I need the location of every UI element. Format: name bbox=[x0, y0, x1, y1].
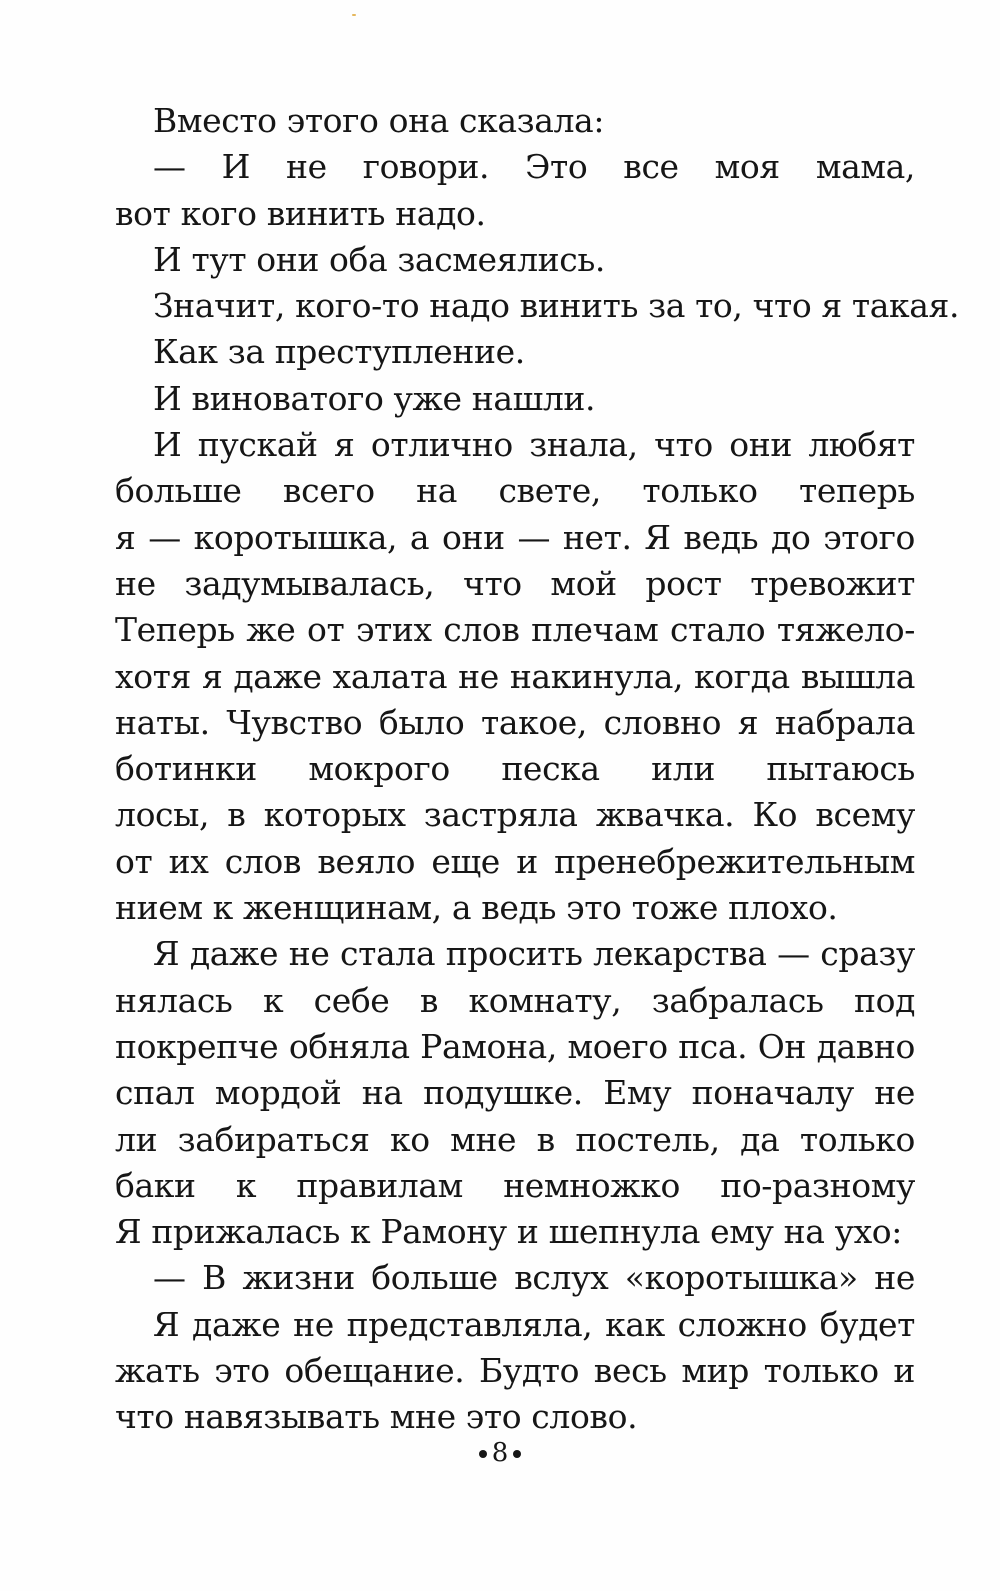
text-line: Вместо этого она сказала: bbox=[153, 101, 605, 140]
text-line: покрепче обняла Рамона, моего пса. Он давно bbox=[115, 1026, 915, 1066]
page-number-footer bbox=[0, 1438, 1000, 1468]
text-line: нялась к себе в комнату, забралась под bbox=[115, 980, 915, 1020]
text-line: я — коротышка, а они — нет. Я ведь до этого bbox=[115, 517, 915, 557]
text-line: — В жизни больше вслух «коротышка» не bbox=[153, 1258, 915, 1298]
paper-speck bbox=[352, 14, 356, 16]
text-line: спал мордой на подушке. Ему поначалу не bbox=[115, 1073, 915, 1113]
text-line: И тут они оба засмеялись. bbox=[153, 239, 606, 279]
text-line: нием к женщинам, а ведь это тоже плохо. bbox=[115, 888, 838, 928]
page-number: 8 bbox=[491, 1438, 509, 1468]
text-line: И виноватого уже нашли. bbox=[153, 378, 596, 418]
text-line: Теперь же от этих слов плечам стало тяжело- bbox=[115, 610, 915, 650]
text-line: — И не говори. Это все моя мама, bbox=[153, 147, 915, 187]
text-line: Я даже не представляла, как сложно будет bbox=[153, 1304, 915, 1344]
text-line: баки к правилам немножко по-разному bbox=[115, 1165, 915, 1205]
bullet-dot-icon bbox=[479, 1450, 487, 1458]
text-line: Я прижалась к Рамону и шепнула ему на ухо: bbox=[115, 1212, 902, 1252]
text-line: больше всего на свете, только теперь bbox=[115, 471, 915, 511]
text-line: лосы, в которых застряла жвачка. Ко всему bbox=[115, 795, 915, 835]
text-line: что навязывать мне это слово. bbox=[115, 1397, 638, 1437]
text-line: И пускай я отлично знала, что они любят bbox=[153, 425, 915, 465]
text-line: Как за преступление. bbox=[153, 332, 525, 372]
text-line: не задумывалась, что мой рост тревожит bbox=[115, 563, 915, 603]
text-line: от их слов веяло еще и пренебрежительным bbox=[115, 841, 915, 881]
text-line: хотя я даже халата не накинула, когда вышла bbox=[115, 656, 915, 696]
text-line: жать это обещание. Будто весь мир только и bbox=[115, 1351, 915, 1391]
bullet-dot-icon bbox=[513, 1450, 521, 1458]
text-line: наты. Чувство было такое, словно я набрала bbox=[115, 702, 915, 742]
text-line: ботинки мокрого песка или пытаюсь bbox=[115, 749, 915, 789]
text-line: Я даже не стала просить лекарства — сразу bbox=[153, 934, 915, 974]
text-line: Значит, кого-то надо винить за то, что я такая. bbox=[153, 286, 960, 326]
text-line: вот кого винить надо. bbox=[115, 193, 486, 233]
text-line: ли забираться ко мне в постель, да только bbox=[115, 1119, 915, 1159]
page-body-text bbox=[115, 98, 960, 1441]
